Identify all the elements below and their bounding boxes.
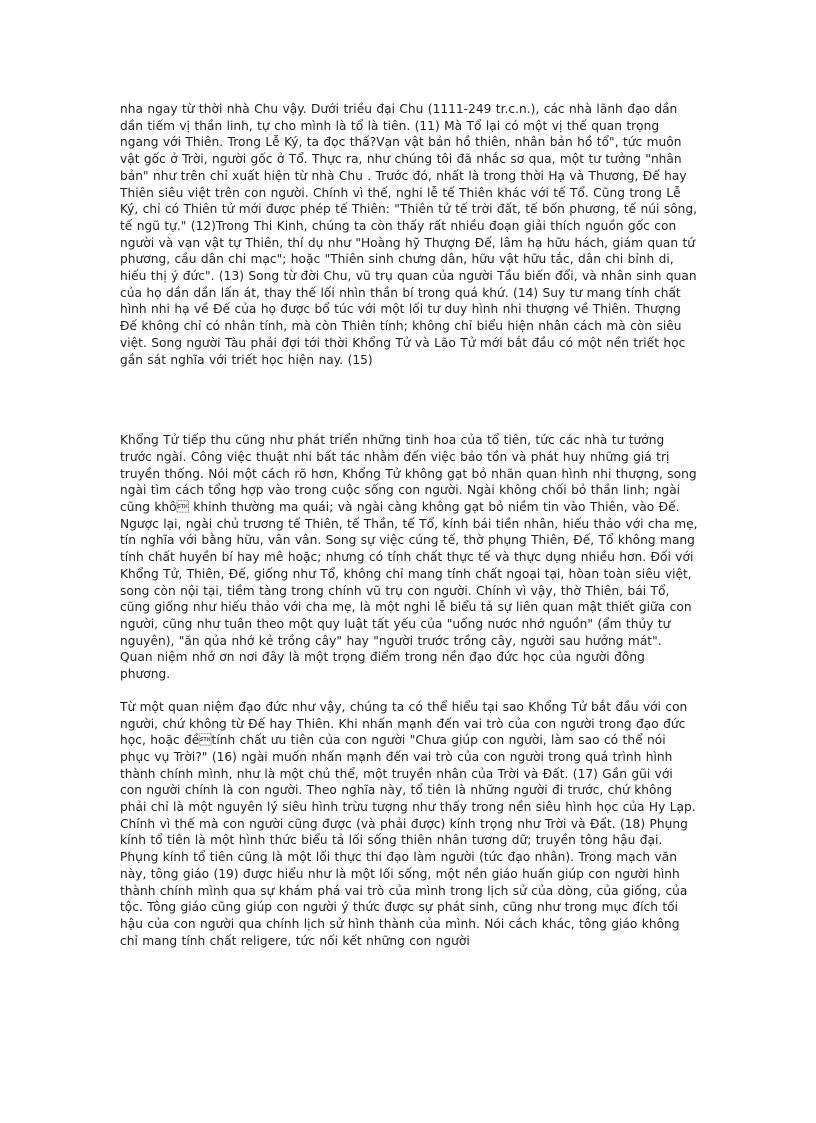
document-page: [120, 101, 698, 949]
paragraph-1: nha ngay từ thời nhà Chu vậy. Dưới triều đại Chu (1111-249 tr.c.n.), các nhà lãnh đạo dần dần tiếm vị thần linh, tự cho mình là tổ là tiên. (11) Mà Tổ lại có một vị thế quan trọng ngang với Thiên. Trong Lễ Ký, ta đọc thấ?Vạn vật bản hồ thiên, nhân bản hồ tổ", tức muôn vật gốc ở Trời, người gốc ở Tổ. Thực ra, như chúng tôi đã nhắc sơ qua, một tư tưởng "nhân bản" như trên chỉ xuất hiện từ nhà Chu . Trước đó, nhất là trong thời Hạ và Thương, Đế hay Thiên siêu việt trên con người. Chính vì thế, nghi lễ tế Thiên khác với tế Tổ. Cũng trong Lễ Ký, chỉ có Thiên tử mới được phép tế Thiên: "Thiên tử tế trời đất, tế bốn phương, tế núi sông, tế ngũ tự." (12)Trong Thi Kinh, chúng ta còn thấy rất nhiều đoạn giải thích nguồn gốc con người và vạn vật tự Thiên, thí dụ như "Hoàng hỹ Thượng Đế, lâm hạ hữu hách, giám quan tứ phương, cầu dân chi mạc"; hoặc "Thiên sinh chưng dân, hữu vật hữu tắc, dân chi bỉnh di, hiếu thị ý đức". (13) Song từ đời Chu, vũ trụ quan của người Tầu biến đổi, và nhân sinh quan của họ dần dần lấn át, thay thế lối nhìn thần bí trong quá khứ. (14) Suy tư mang tính chất hình nhi hạ về Đế của họ được bổ túc với một lối tư duy hình nhi thượng về Thiên. Thượng Đế không chỉ có nhân tính, mà còn Thiên tính; không chỉ biểu hiện nhân cách mà còn siêu việt. Song người Tàu phải đợi tới thời Khổng Tử và Lão Tử mới bắt đầu có một nền triết học gần sát nghĩa với triết học hiện nay. (15): [120, 102, 698, 367]
paragraph-3: Từ một quan niệm đạo đức như vậy, chúng ta có thể hiểu tại sao Khổng Tử bắt đầu với con người, chứ không từ Đế hay Thiên. Khi nhấn mạnh đến vai trò của con người trong đạo đức học, hoặc đềtính chất ưu tiên của con người "Chưa giúp con người, làm sao có thể nói phục vụ Trời?" (16) ngài muốn nhấn mạnh đến vai trò của con người trong quá trình hình thành chính mình, như là một chủ thể, một truyền nhân của Trời và Đất. (17) Gần gũi với con người chính là con người. Theo nghĩa này, tổ tiên là những người đi trước, chứ không phải chỉ là một nguyên lý siêu hình trừu tượng như thấy trong nền siêu hình học của Hy Lạp. Chính vì thế mà con người cũng được (và phải được) kính trọng như Trời và Đất. (18) Phụng kính tổ tiên là một hình thức biểu tả lối sống thiên nhân tương dữ; truyền tông hậu đại. Phụng kính tổ tiên cũng là một lối thực thi đạo làm người (tức đạo nhân). Trong mạch văn này, tông giáo (19) được hiểu như là một lối sống, một nền giáo huấn giúp con người hình thành chính mình qua sự khám phá vai trò của mình trong lịch sử của dòng, của giống, của tộc. Tông giáo cũng giúp con người ý thức được sự phát sinh, cũng như trong mục đích tối hậu của con người qua chính lịch sử hình thành của mình. Nói cách khác, tông giáo không chỉ mang tính chất religere, tức nối kết những con người: [120, 699, 696, 948]
paragraph-2: Khổng Tử tiếp thu cũng như phát triển những tinh hoa của tổ tiên, tức các nhà tư tưởng trước ngài. Công việc thuật nhi bất tác nhằm đến việc bảo tồn và phát huy những giá trị truyền thống. Nói một cách rõ hơn, Khổng Tử không gạt bỏ nhãn quan hình nhi thượng, song ngài tìm cách tổng hợp vào trong cuộc sống con người. Ngài không chối bỏ thần linh; ngài cũng khô khinh thường ma quái; và ngài càng không gạt bỏ niềm tin vào Thiên, vào Đế. Ngược lại, ngài chủ trương tế Thiên, tế Thần, tế Tổ, kính bái tiền nhân, hiếu thảo với cha mẹ, tín nghĩa với bằng hữu, vân vân. Song sự việc cúng tế, thờ phụng Thiên, Đế, Tổ không mang tính chất huyền bí hay mê hoặc; nhưng có tính chất thực tế và thực dụng nhiều hơn. Đối với Khổng Tử, Thiên, Đế, giống như Tổ, không chỉ mang tính chất ngoại tại, hòan toàn siêu việt, song còn nội tại, tiềm tàng trong chính vũ trụ con người. Chính vì vậy, thờ Thiên, bái Tổ, cũng giống như hiếu thảo với cha mẹ, là một nghi lễ biểu tả sự liên quan mật thiết giữa con người, cũng như tuân theo một quy luật tất yếu của "uống nước nhớ nguồn" (ẩm thủy tư nguyên), "ăn qủa nhớ kẻ trồng cây" hay "người trước trồng cây, người sau hưởng mát". Quan niệm nhớ ơn nơi đây là một trọng điểm trong nền đạo đức học của người đông phương.: [120, 433, 698, 682]
